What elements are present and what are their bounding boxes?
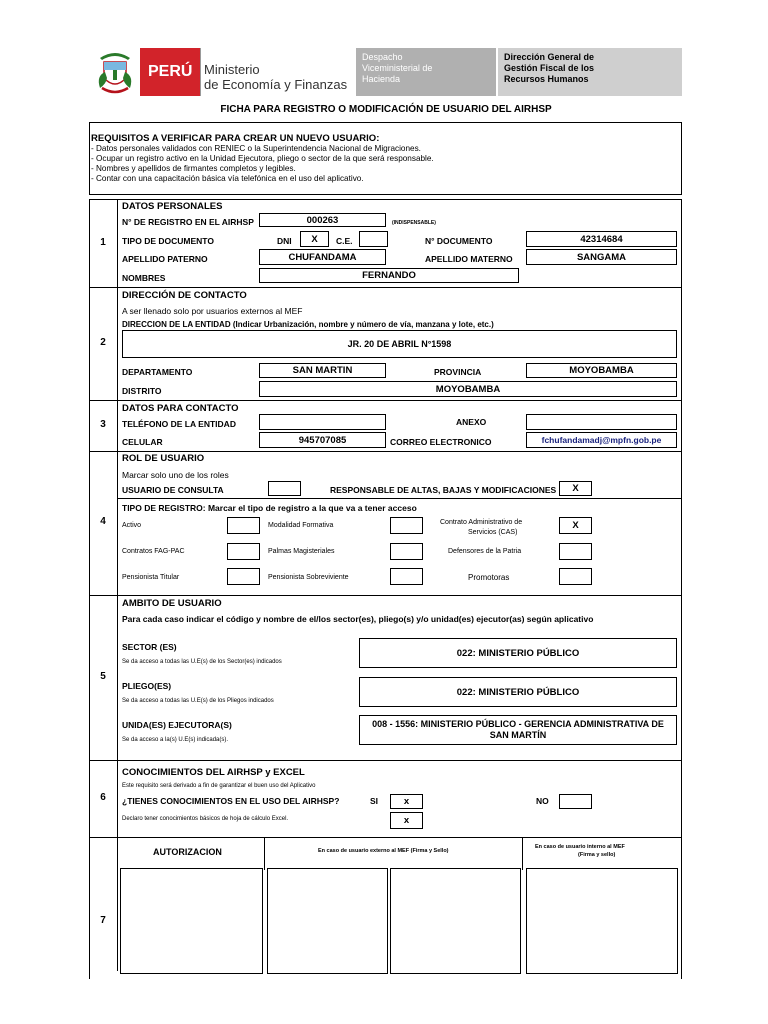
no-label: NO — [536, 796, 549, 806]
section-number: 1 — [100, 237, 106, 248]
ap-materno-label: APELLIDO MATERNO — [425, 254, 513, 264]
cas-checkbox[interactable]: X — [559, 517, 592, 534]
ap-paterno-field[interactable]: CHUFANDAMA — [259, 249, 386, 265]
unidad-value-line2: SAN MARTÍN — [489, 730, 547, 740]
distrito-field[interactable]: MOYOBAMBA — [259, 381, 677, 397]
dir-label: DIRECCION DE LA ENTIDAD (Indicar Urbanización, nombre y número de vía, manzana y lote, etc.) — [122, 320, 494, 329]
defensores-checkbox[interactable] — [559, 543, 592, 560]
sobreviviente-label: Pensionista Sobreviviente — [268, 574, 349, 581]
airhsp-question: ¿TIENES CONOCIMIENTOS EN EL USO DEL AIRHSP? — [122, 796, 340, 806]
despacho-block — [356, 48, 496, 96]
ce-checkbox[interactable] — [359, 231, 388, 247]
section-number: 3 — [100, 419, 106, 430]
provincia-field[interactable]: MOYOBAMBA — [526, 363, 677, 378]
pliego-label: PLIEGO(ES) — [122, 681, 172, 691]
section-heading: DATOS PERSONALES — [122, 201, 223, 212]
fag-checkbox[interactable] — [227, 543, 260, 560]
activo-checkbox[interactable] — [227, 517, 260, 534]
header — [90, 46, 682, 98]
depto-field[interactable]: SAN MARTIN — [259, 363, 386, 378]
signature-box-externo-2[interactable] — [390, 868, 521, 974]
pensionista-label: Pensionista Titular — [122, 574, 180, 581]
country-name: PERÚ — [148, 63, 193, 80]
section-heading: DATOS PARA CONTACTO — [122, 403, 239, 414]
signature-box-autorizacion[interactable] — [120, 868, 263, 974]
correo-field[interactable]: fchufandamadj@mpfn.gob.pe — [526, 432, 677, 448]
sector-field[interactable]: 022: MINISTERIO PÚBLICO — [359, 638, 677, 668]
responsable-label: RESPONSABLE DE ALTAS, BAJAS Y MODIFICACIONES — [330, 485, 557, 495]
despacho-line3: Hacienda — [362, 74, 401, 84]
number-column-divider — [117, 199, 118, 971]
registro-field[interactable]: 000263 — [259, 213, 386, 227]
pliego-field[interactable]: 022: MINISTERIO PÚBLICO — [359, 677, 677, 707]
externo-label: En caso de usuario externo al MEF (Firma y Sello) — [318, 848, 449, 854]
ap-paterno-label: APELLIDO PATERNO — [122, 254, 208, 264]
s5-note: Para cada caso indicar el código y nombre de el/los sector(es), pliego(s) y/o unidad(es) ejecutor(as) según aplicativo — [122, 614, 594, 624]
requisito-item: - Datos personales validados con RENIEC o la Superintendencia Nacional de Migraciones. — [91, 144, 421, 153]
modalidad-label: Modalidad Formativa — [268, 522, 334, 529]
signature-box-interno[interactable] — [526, 868, 678, 974]
direccion-line2: Gestión Fiscal de los — [504, 63, 595, 73]
pliego-note: Se da acceso a todas las U.E(s) de los Pliegos indicados — [122, 698, 274, 704]
s2-note: A ser llenado solo por usuarios externos al MEF — [122, 306, 303, 316]
num-doc-field[interactable]: 42314684 — [526, 231, 677, 247]
indispensable-note: (INDISPENSABLE) — [392, 220, 436, 226]
cas-label-2: Servicios (CAS) — [468, 529, 518, 536]
row-divider — [89, 400, 682, 401]
unidad-label: UNIDA(ES) EJECUTORA(S) — [122, 720, 232, 730]
section-number: 7 — [100, 915, 106, 926]
modalidad-checkbox[interactable] — [390, 517, 423, 534]
cas-label-1: Contrato Administrativo de — [440, 519, 523, 526]
si-label: SI — [370, 796, 379, 806]
unidad-note: Se da acceso a la(s) U.E(s) indicada(s). — [122, 737, 229, 743]
s4-note: Marcar solo uno de los roles — [122, 470, 229, 480]
requisito-item: - Ocupar un registro activo en la Unidad Ejecutora, pliego o sector de la que será responsable. — [91, 154, 434, 163]
excel-checkbox[interactable]: x — [390, 812, 423, 829]
no-checkbox[interactable] — [559, 794, 592, 809]
row-divider — [89, 451, 682, 452]
row-divider — [89, 760, 682, 761]
defensores-label: Defensores de la Patria — [448, 548, 522, 555]
sector-label: SECTOR (ES) — [122, 642, 177, 652]
ap-materno-field[interactable]: SANGAMA — [526, 249, 677, 265]
ministry-line1: Ministerio — [204, 62, 260, 77]
ce-label: C.E. — [336, 236, 353, 246]
tel-field[interactable] — [259, 414, 386, 430]
section-number: 5 — [100, 671, 106, 682]
consulta-label: USUARIO DE CONSULTA — [122, 485, 224, 495]
row-divider — [89, 837, 682, 838]
sobreviviente-checkbox[interactable] — [390, 568, 423, 585]
unidad-field[interactable] — [359, 715, 677, 745]
col-divider — [522, 837, 523, 870]
consulta-checkbox[interactable] — [268, 481, 301, 496]
requisitos-box — [89, 122, 682, 195]
promotoras-checkbox[interactable] — [559, 568, 592, 585]
palmas-checkbox[interactable] — [390, 543, 423, 560]
peru-red-block — [140, 48, 200, 96]
celular-label: CELULAR — [122, 437, 163, 447]
despacho-line1: Despacho — [362, 52, 403, 62]
palmas-label: Palmas Magisteriales — [268, 548, 335, 555]
sector-note: Se da acceso a todas las U.E(s) de los Sector(es) indicados — [122, 659, 282, 665]
si-checkbox[interactable]: x — [390, 794, 423, 809]
col-divider — [264, 837, 265, 870]
form-title: FICHA PARA REGISTRO O MODIFICACIÓN DE USUARIO DEL AIRHSP — [220, 104, 552, 115]
direccion-block — [498, 48, 682, 96]
form-table — [89, 199, 682, 979]
section-heading: ROL DE USUARIO — [122, 453, 205, 464]
section-number: 4 — [100, 516, 106, 527]
nombres-field[interactable]: FERNANDO — [259, 268, 519, 283]
unidad-value-line1: 008 - 1556: MINISTERIO PÚBLICO - GERENCIA ADMINISTRATIVA DE — [372, 719, 664, 729]
direccion-line1: Dirección General de — [504, 52, 595, 62]
ministry-block — [200, 48, 353, 96]
row-divider — [117, 498, 682, 499]
section-number: 6 — [100, 792, 106, 803]
correo-label: CORREO ELECTRONICO — [390, 437, 492, 447]
dni-checkbox[interactable]: X — [300, 231, 329, 247]
section-heading: CONOCIMIENTOS DEL AIRHSP y EXCEL — [122, 767, 305, 778]
interno-label-1: En caso de usuario interno al MEF — [535, 844, 625, 850]
responsable-checkbox[interactable]: X — [559, 481, 592, 496]
coat-of-arms-icon — [92, 48, 138, 96]
row-divider — [89, 287, 682, 288]
tipo-registro-label: TIPO DE REGISTRO: Marcar el tipo de registro a la que va a tener acceso — [122, 503, 417, 513]
interno-label-2: (Firma y sello) — [578, 852, 616, 858]
section-number: 2 — [100, 337, 106, 348]
fag-label: Contratos FAG-PAC — [122, 548, 185, 555]
provincia-label: PROVINCIA — [434, 367, 482, 377]
promotoras-label: Promotoras — [468, 573, 510, 582]
anexo-label: ANEXO — [456, 417, 487, 427]
section-heading: DIRECCIÓN DE CONTACTO — [122, 290, 247, 301]
s6-note: Este requisito será derivado a fin de garantizar el buen uso del Aplicativo — [122, 783, 316, 789]
anexo-field[interactable] — [526, 414, 677, 430]
excel-label: Declaro tener conocimientos básicos de hoja de cálculo Excel. — [122, 816, 289, 822]
ministry-line2: de Economía y Finanzas — [204, 77, 348, 92]
section-heading: AMBITO DE USUARIO — [122, 598, 222, 609]
requisito-item: - Contar con una capacitación básica vía telefónica en el uso del aplicativo. — [91, 174, 364, 183]
registro-label: N° DE REGISTRO EN EL AIRHSP — [122, 217, 254, 227]
nombres-label: NOMBRES — [122, 273, 166, 283]
activo-label: Activo — [122, 522, 142, 529]
depto-label: DEPARTAMENTO — [122, 367, 193, 377]
num-doc-label: N° DOCUMENTO — [425, 236, 493, 246]
signature-box-externo-1[interactable] — [267, 868, 388, 974]
celular-field[interactable]: 945707085 — [259, 432, 386, 448]
autorizacion-label: AUTORIZACION — [153, 847, 222, 857]
row-divider — [89, 595, 682, 596]
pensionista-checkbox[interactable] — [227, 568, 260, 585]
direccion-line3: Recursos Humanos — [504, 74, 589, 84]
despacho-line2: Viceministerial de — [362, 63, 433, 73]
dir-field[interactable]: JR. 20 DE ABRIL N°1598 — [122, 330, 677, 358]
distrito-label: DISTRITO — [122, 386, 162, 396]
dni-label: DNI — [277, 236, 292, 246]
tipo-doc-label: TIPO DE DOCUMENTO — [122, 236, 214, 246]
requisito-item: - Nombres y apellidos de firmantes completos y legibles. — [91, 164, 296, 173]
requisitos-heading: REQUISITOS A VERIFICAR PARA CREAR UN NUEVO USUARIO: — [91, 133, 380, 144]
tel-label: TELÉFONO DE LA ENTIDAD — [122, 419, 236, 429]
